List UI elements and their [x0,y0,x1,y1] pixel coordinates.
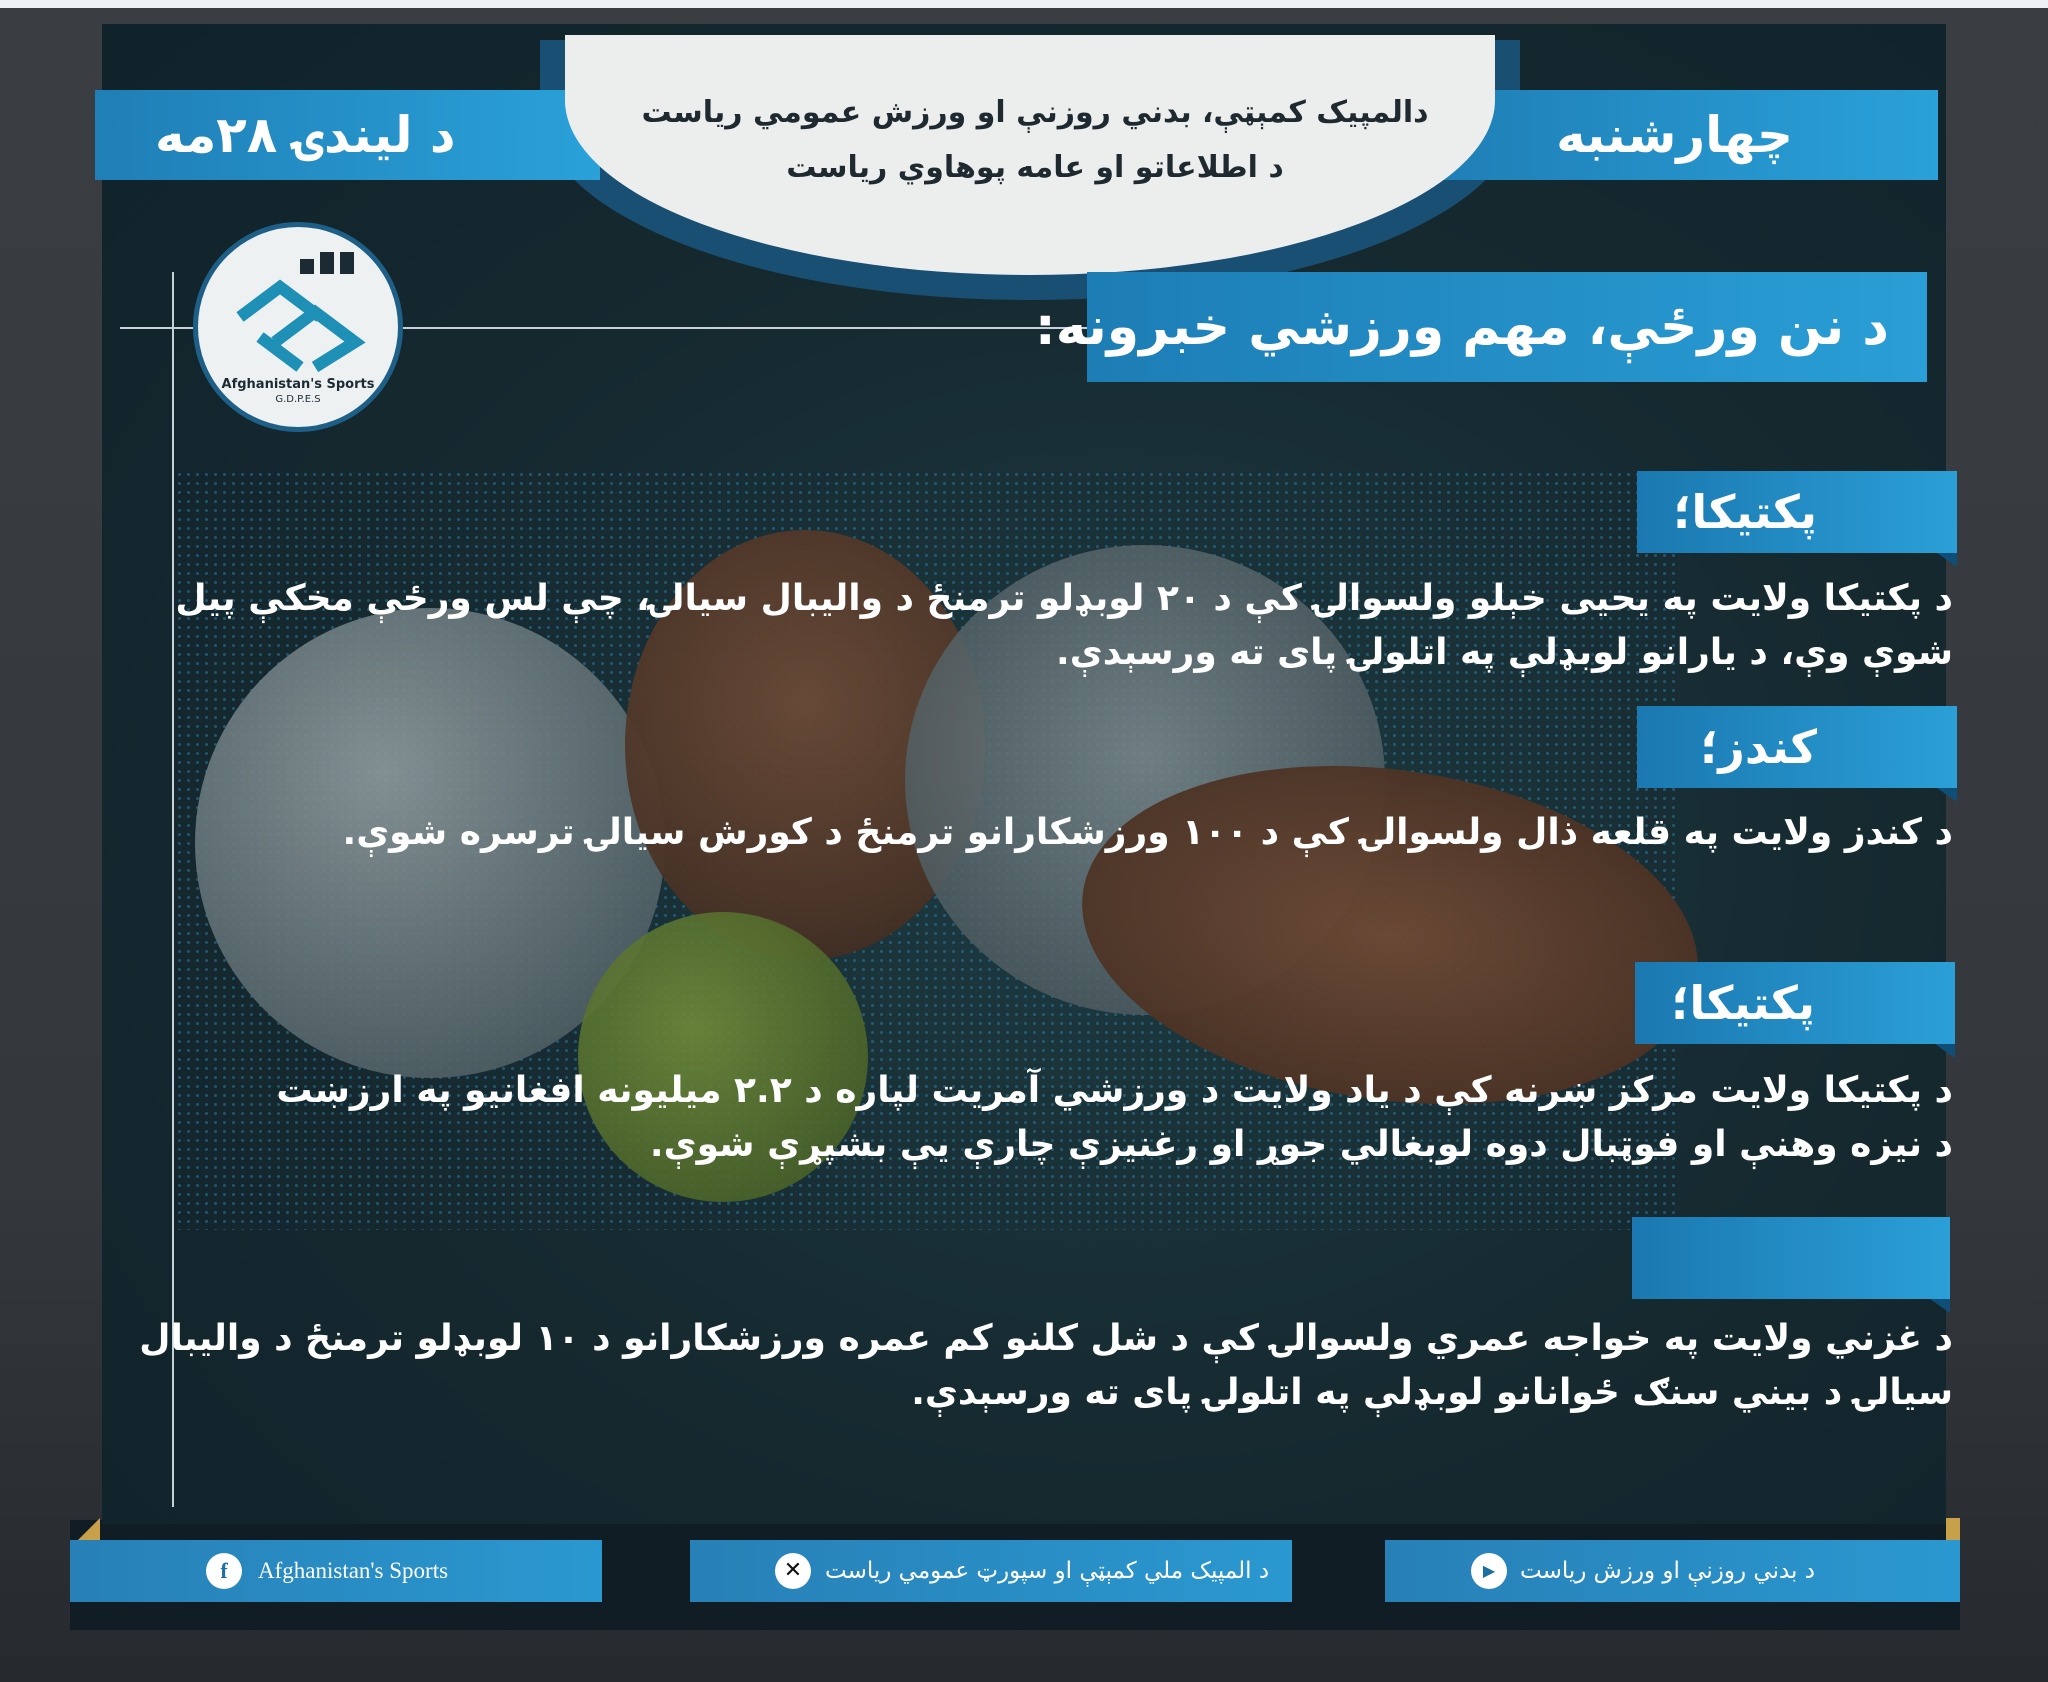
date-banner [95,90,600,180]
news-line: د نیزه وهنې او فوټبال دوه لوبغالي جوړ او رغنیزې چارې یې بشپړې شوې. [649,1124,1953,1165]
news-tag-4 [1632,1217,1950,1299]
news-line: د پکتیکا ولایت مرکز ښرنه کې د یاد ولایت د ورزشي آمریت لپاره د ۲.۲ میلیونه افغانیو په ارزښت [276,1070,1953,1111]
news-paragraph-4 [139,1312,1953,1420]
logo-mark-icon [220,247,380,377]
news-tag-1 [1637,471,1957,553]
news-tag-label: پکتیکا؛ [1671,976,1815,1030]
news-tag-3 [1635,962,1955,1044]
news-tag-label: کندز؛ [1700,720,1817,774]
news-tag-label: پکتیکا؛ [1673,485,1817,539]
headline-text: د نن ورځې، مهم ورزشي خبرونه: [1034,297,1889,357]
logo-name: Afghanistan's Sports [221,377,375,392]
headline-banner [1034,272,1927,382]
footer-facebook[interactable] [70,1540,602,1602]
news-line: د کندز ولایت په قلعه ذال ولسوالۍ کې د ۱۰۰ ورزشکارانو ترمنځ د کورش سیالۍ ترسره شوې. [342,812,1953,853]
day-text: چهارشنبه [1556,106,1793,164]
news-paragraph-1 [175,572,1953,680]
facebook-label: Afghanistan's Sports [258,1558,449,1583]
day-banner [1438,90,1938,180]
footer-x[interactable] [690,1540,1292,1602]
news-line: شوې وې، د یارانو لوبډلې په اتلولۍ پای ته ورسېدې. [1056,632,1953,673]
date-text: د لیندۍ ۲۸مه [155,106,456,164]
youtube-label: د بدني روزنې او ورزش ریاست [1520,1558,1816,1584]
news-paragraph-3 [276,1064,1953,1172]
footer-youtube[interactable] [1385,1540,1960,1602]
news-line: د غزني ولایت په خواجه عمري ولسوالۍ کې د شل کلنو کم عمره ورزشکارانو د ۱۰ لوبډلو ترمنځ د والیبال [139,1318,1953,1359]
facebook-icon: f [206,1553,242,1589]
org-subtitle: د اطلاعاتو او عامه پوهاوي ریاست [786,150,1284,185]
org-title: دالمپیک کمېټې، بدني روزنې او ورزش عمومي ریاست [641,95,1429,130]
x-icon: ✕ [775,1553,811,1589]
news-tag-2 [1637,706,1957,788]
x-label: د المپیک ملي کمېټې او سپورټ عمومي ریاست [825,1558,1270,1584]
news-paragraph-2 [343,806,1953,860]
news-line: د پکتیکا ولایت په یحیی خېلو ولسوالۍ کې د ۲۰ لوبډلو ترمنځ د والیبال سیالۍ، چې لس ورځې مخکې پیل [175,578,1953,619]
youtube-icon: ▶ [1471,1553,1507,1589]
afghanistan-sports-logo [193,222,403,432]
top-strip [0,0,2048,8]
news-line: سیالۍ د بیني سنګ ځوانانو لوبډلې په اتلولۍ پای ته ورسېدې. [911,1372,1953,1413]
logo-abbr: G.D.P.E.S [275,394,321,405]
